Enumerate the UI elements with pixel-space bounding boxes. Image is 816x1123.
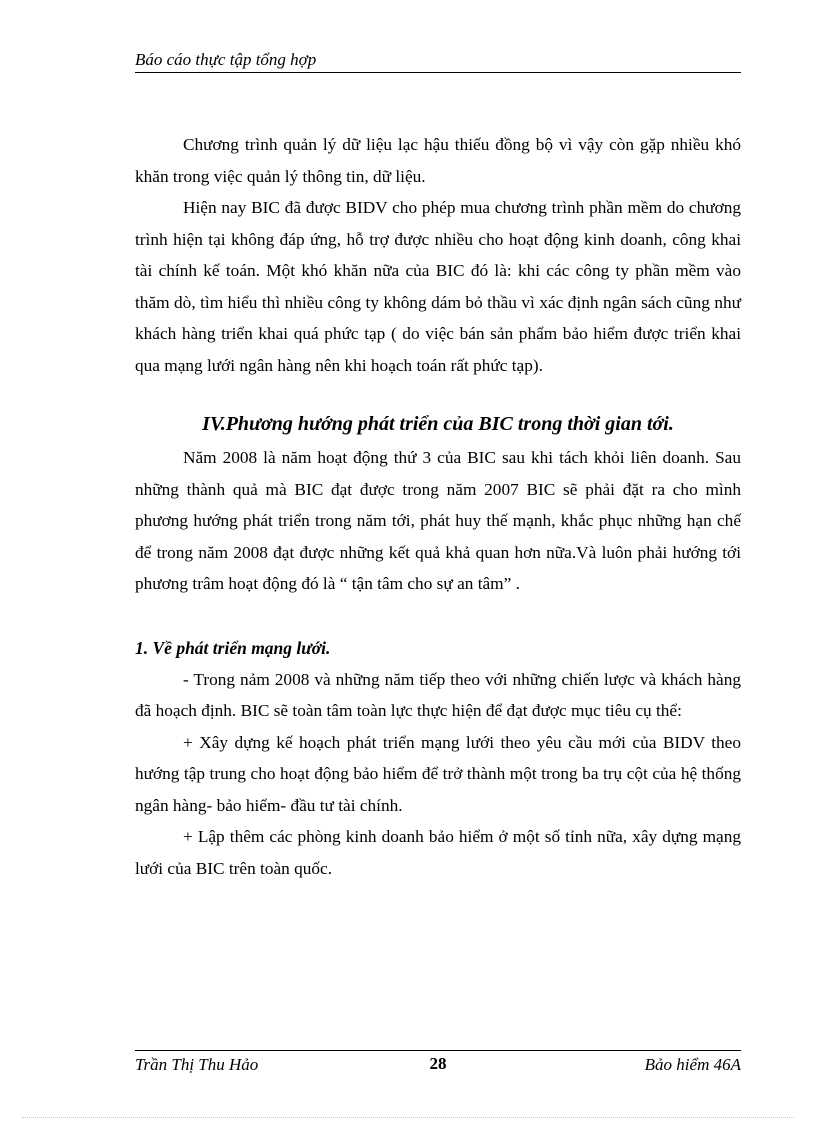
footer-course: Bảo hiểm 46A bbox=[644, 1055, 741, 1074]
page-bottom-divider bbox=[22, 1117, 794, 1118]
subsection-paragraph-2: + Xây dựng kế hoạch phát triển mạng lưới theo yêu cầu mới của BIDV theo hướng tập trung cho hoạt động bảo hiểm để trở thành một trong ba trụ cột của hệ thống ngân hàng- bảo hiểm- đầu tư tài chính. bbox=[135, 732, 741, 815]
section-heading: IV.Phương hướng phát triển của BIC trong thời gian tới. bbox=[202, 413, 674, 435]
page-content bbox=[135, 129, 741, 884]
page-footer bbox=[135, 1050, 741, 1077]
footer-author: Trần Thị Thu Hảo bbox=[135, 1055, 259, 1074]
page-header bbox=[135, 50, 741, 73]
header-title: Báo cáo thực tập tổng hợp bbox=[135, 50, 317, 69]
subsection-paragraph-3: + Lập thêm các phòng kinh doanh bảo hiểm ở một số tỉnh nữa, xây dựng mạng lưới của BIC trên toàn quốc. bbox=[135, 827, 741, 878]
subsection-heading: 1. Về phát triển mạng lưới. bbox=[135, 637, 331, 658]
section-paragraph: Năm 2008 là năm hoạt động thứ 3 của BIC sau khi tách khỏi liên doanh. Sau những thành quả mà BIC đạt được trong năm 2007 BIC sẽ phải đặt ra cho mình phương hướng phát triển trong năm tới, phát huy thế mạnh, khắc phục những hạn chế để trong năm 2008 đạt được những kết quả khả quan hơn nữa.Và luôn phải hướng tới phương trâm hoạt động đó là “ tận tâm cho sự an tâm” . bbox=[135, 448, 741, 593]
paragraph-intro-2: Hiện nay BIC đã được BIDV cho phép mua chương trình phần mềm do chương trình hiện tại không đáp ứng, hỗ trợ được nhiều cho hoạt động kinh doanh, công khai tài chính kế toán. Một khó khăn nữa của BIC đó là: khi các công ty phần mềm vào thăm dò, tìm hiểu thì nhiều công ty không dám bỏ thầu vì xác định ngân sách cũng như khách hàng triển khai quá phức tạp ( do việc bán sản phẩm bảo hiểm được triển khai qua mạng lưới ngân hàng nên khi hoạch toán rất phức tạp). bbox=[135, 198, 741, 375]
paragraph-intro-1: Chương trình quản lý dữ liệu lạc hậu thiếu đồng bộ vì vậy còn gặp nhiều khó khăn trong việc quản lý thông tin, dữ liệu. bbox=[135, 135, 741, 186]
footer-page-number: 28 bbox=[429, 1054, 447, 1073]
subsection-paragraph-1: - Trong nảm 2008 và những năm tiếp theo với những chiến lược và khách hàng đã hoạch định. BIC sẽ toàn tâm toàn lực thực hiện để đạt được mục tiêu cụ thể: bbox=[135, 669, 741, 720]
